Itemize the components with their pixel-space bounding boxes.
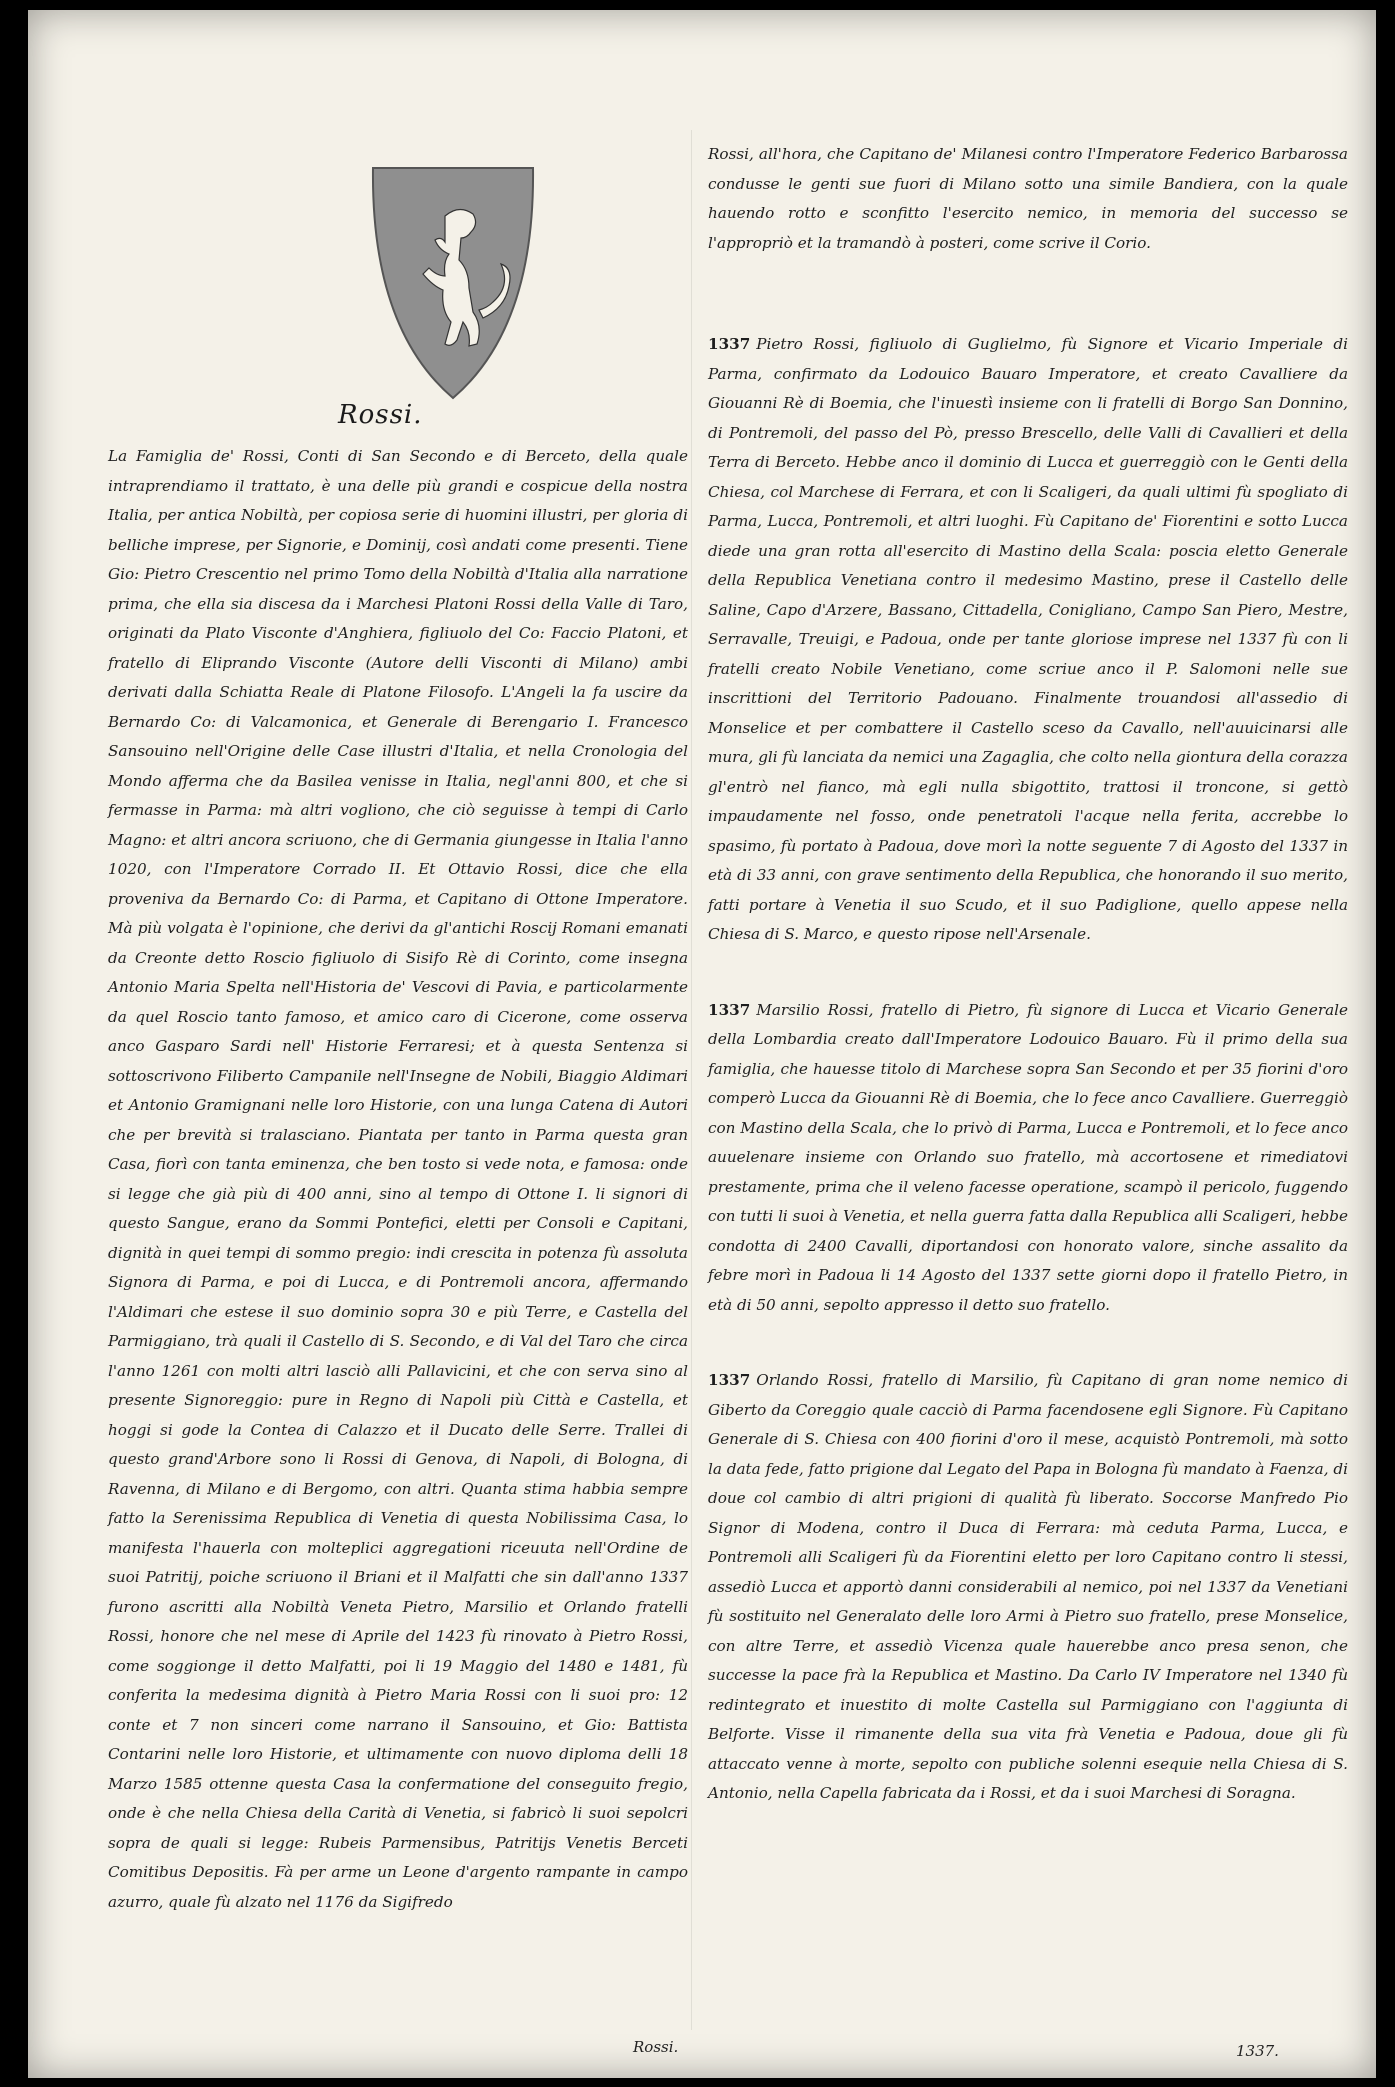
family-title: Rossi. [338,400,423,430]
entry-year: 1337 [708,1000,751,1019]
entry-orlando [708,1366,1348,1809]
continuation-paragraph: Rossi, all'hora, che Capitano de' Milanesi contro l'Imperatore Federico Barbarossa condusse le genti sue fuori di Milano sotto una simile Bandiera, con la quale hauendo rotto e sconfitto l'esercito nemico, in memoria del successo se l'appropriò et la tramandò à posteri, come scrive il Corio. [708,145,1348,252]
column-divider [691,130,692,2030]
manuscript-page [28,10,1376,2078]
catchword-right: 1337. [1236,2042,1279,2060]
entry-marsilio [708,996,1348,1321]
entry-text: Pietro Rossi, figliuolo di Guglielmo, fù Signore et Vicario Imperiale di Parma, confirmato da Lodouico Bauaro Imperatore, et creato Cavalliere da Giouanni Rè di Boemia, che l'inuestì insieme con li fratelli di Borgo San Donnino, di Pontremoli, del passo del Pò, presso Brescello, delle Valli di Cavallieri et della Terra di Berceto. Hebbe anco il dominio di Lucca et guerreggiò con le Genti della Chiesa, col Marchese di Ferrara, et con li Scaligeri, da quali ultimi fù spogliato di Parma, Lucca, Pontremoli, et altri luoghi. Fù Capitano de' Fiorentini e sotto Lucca diede una gran rotta all'esercito di Mastino della Scala: poscia eletto Generale della Republica Venetiana contro il medesimo Mastino, prese il Castello delle Saline, Capo d'Arzere, Bassano, Cittadella, Conigliano, Campo San Piero, Mestre, Serravalle, Treuigi, e Padoua, onde per tante gloriose imprese nel 1337 fù con li fratelli creato Nobile Venetiano, come scriue anco il P. Salomoni nelle sue inscrittioni del Territorio Padouano. Finalmente trouandosi all'assedio di Monselice et per combattere il Castello sceso da Cavallo, nell'auuicinarsi alle mura, gli fù lanciata da nemici una Zagaglia, che colto nella giontura della corazza gl'entrò nel fianco, mà egli nulla sbigottito, trattosi il troncone, si gettò impaudamente nel fosso, onde penetratoli l'acque nella ferita, accrebbe lo spasimo, fù portato à Padoua, dove morì la notte seguente 7 di Agosto del 1337 in età di 33 anni, con grave sentimento della Republica, che honorando il suo merito, fatti portare à Venetia il suo Scudo, et il suo Padiglione, quello appese nella Chiesa di S. Marco, e questo ripose nell'Arsenale. [708,335,1348,943]
entry-year: 1337 [708,1371,751,1389]
family-intro-paragraph: La Famiglia de' Rossi, Conti di San Secondo e di Berceto, della quale intraprendiamo il trattato, è una delle più grandi e cospicue della nostra Italia, per antica Nobiltà, per copiosa serie di huomini illustri, per gloria di belliche imprese, per Signorie, e Dominij, così andati come presenti. Tiene Gio: Pietro Crescentio nel primo Tomo della Nobiltà d'Italia alla narratione prima, che ella sia discesa da i Marchesi Platoni Rossi della Valle di Taro, originati da Plato Visconte d'Anghiera, figliuolo del Co: Faccio Platoni, et fratello di Eliprando Visconte (Autore delli Visconti di Milano) ambi derivati dalla Schiatta Reale di Platone Filosofo. L'Angeli la fa uscire da Bernardo Co: di Valcamonica, et Generale di Berengario I. Francesco Sansouino nell'Origine delle Case illustri d'Italia, et nella Cronologia del Mondo afferma che da Basilea venisse in Italia, negl'anni 800, et che si fermasse in Parma: mà altri vogliono, che ciò seguisse à tempi di Carlo Magno: et altri ancora scriuono, che di Germania giungesse in Italia l'anno 1020, con l'Imperatore Corrado II. Et Ottavio Rossi, dice che ella proveniva da Bernardo Co: di Parma, et Capitano di Ottone Imperatore. Mà più volgata è l'opinione, che derivi da gl'antichi Roscij Romani emanati da Creonte detto Roscio figliuolo di Sisifo Rè di Corinto, come insegna Antonio Maria Spelta nell'Historia de' Vescovi di Pavia, e particolarmente da quel Roscio tanto famoso, et amico caro di Cicerone, come osserva anco Gasparo Sardi nell' Historie Ferraresi; et à questa Sentenza si sottoscrivono Filiberto Campanile nell'Insegne de Nobili, Biaggio Aldimari et Antonio Gramignani nelle loro Historie, con una lunga Catena di Autori che per brevità si tralasciano. Piantata per tanto in Parma questa gran Casa, fiorì con tanta eminenza, che ben tosto si vede nota, e famosa: onde si legge che già più di 400 anni, sino al tempo di Ottone I. li signori di questo Sangue, erano da Sommi Pontefici, eletti per Consoli e Capitani, dignità in quei tempi di sommo pregio: indi crescita in potenza fù assoluta Signora di Parma, e poi di Lucca, e di Pontremoli ancora, affermando l'Aldimari che estese il suo dominio sopra 30 e più Terre, e Castella del Parmiggiano, trà quali il Castello di S. Secondo, e di Val del Taro che circa l'anno 1261 con molti altri lasciò alli Pallavicini, et che con serva sino al presente Signoreggio: pure in Regno di Napoli più Città e Castella, et hoggi si gode la Contea di Calazzo et il Ducato delle Serre. Trallei di questo grand'Arbore sono li Rossi di Genova, di Napoli, di Bologna, di Ravenna, di Milano e di Bergomo, con altri. Quanta stima habbia sempre fatto la Serenissima Republica di Venetia di questa Nobilissima Casa, lo manifesta l'hauerla con molteplici aggregationi riceuuta nell'Ordine de suoi Patritij, poiche scriuono il Briani et il Malfatti che sin dall'anno 1337 furono ascritti alla Nobiltà Veneta Pietro, Marsilio et Orlando fratelli Rossi, honore che nel mese di Aprile del 1423 fù rinovato à Pietro Rossi, come soggionge il detto Malfatti, poi li 19 Maggio del 1480 e 1481, fù conferita la medesima dignità à Pietro Maria Rossi con li suoi pro: 12 conte et 7 non sinceri come narrano il Sansouino, et Gio: Battista Contarini nelle loro Historie, et ultimamente con nuovo diploma delli 18 Marzo 1585 ottenne questa Casa la confermatione del conseguito fregio, onde è che nella Chiesa della Carità di Venetia, si fabricò li suoi sepolcri sopra de quali si legge: Rubeis Parmensibus, Patritijs Venetis Berceti Comitibus Depositis. Fà per arme un Leone d'argento rampante in campo azurro, quale fù alzato nel 1176 da Sigifredo [108,447,688,1911]
entry-pietro [708,330,1348,950]
right-column [708,140,1348,1855]
coat-of-arms-shield-icon [363,158,543,408]
entry-text: Marsilio Rossi, fratello di Pietro, fù signore di Lucca et Vicario Generale della Lombardia creato dall'Imperatore Lodouico Bauaro. Fù il primo della sua famiglia, che hauesse titolo di Marchese sopra San Secondo et per 35 fiorini d'oro comperò Lucca da Giouanni Rè di Boemia, che lo fece anco Cavalliere. Guerreggiò con Mastino della Scala, che lo privò di Parma, Lucca e Pontremoli, et lo fece anco auuelenare insieme con Orlando suo fratello, mà accortosene et rimediatovi prestamente, prima che il veleno facesse operatione, scampò il pericolo, fuggendo con tutti li suoi à Venetia, et nella guerra fatta dalla Republica alli Scaligeri, hebbe condotta di 2400 Cavalli, diportandosi con honorato valore, sinche assalito da febre morì in Padoua li 14 Agosto del 1337 sette giorni dopo il fratello Pietro, in età di 50 anni, sepolto appresso il detto suo fratello. [708,1000,1348,1314]
left-column [108,442,688,1917]
entry-text: Orlando Rossi, fratello di Marsilio, fù Capitano di gran nome nemico di Giberto da Coreggio quale cacciò di Parma facendosene egli Signore. Fù Capitano Generale di S. Chiesa con 400 fiorini d'oro il mese, acquistò Pontremoli, mà sotto la data fede, fatto prigione dal Legato del Papa in Bologna fù mandato à Faenza, di doue col cambio di altri prigioni di qualità fù liberato. Soccorse Manfredo Pio Signor di Modena, contro il Duca di Ferrara: mà ceduta Parma, Lucca, e Pontremoli alli Scaligeri fù da Fiorentini eletto per loro Capitano contro li stessi, assediò Lucca et apportò danni considerabili al nemico, poi nel 1337 da Venetiani fù sostituito nel Generalato delle loro Armi à Pietro suo fratello, prese Monselice, con altre Terre, et assediò Vicenza quale hauerebbe anco presa senon, che successe la pace frà la Republica et Mastino. Da Carlo IV Imperatore nel 1340 fù redintegrato et inuestito di molte Castella sul Parmiggiano con l'aggiunta di Belforte. Visse il rimanente della sua vita frà Venetia e Padoua, doue gli fù attaccato venne à morte, sepolto con publiche solenni esequie nella Chiesa di S. Antonio, nella Capella fabricata da i Rossi, et da i suoi Marchesi di Soragna. [708,1371,1348,1802]
catchword-left: Rossi. [633,2038,679,2056]
entry-year: 1337 [708,335,751,353]
